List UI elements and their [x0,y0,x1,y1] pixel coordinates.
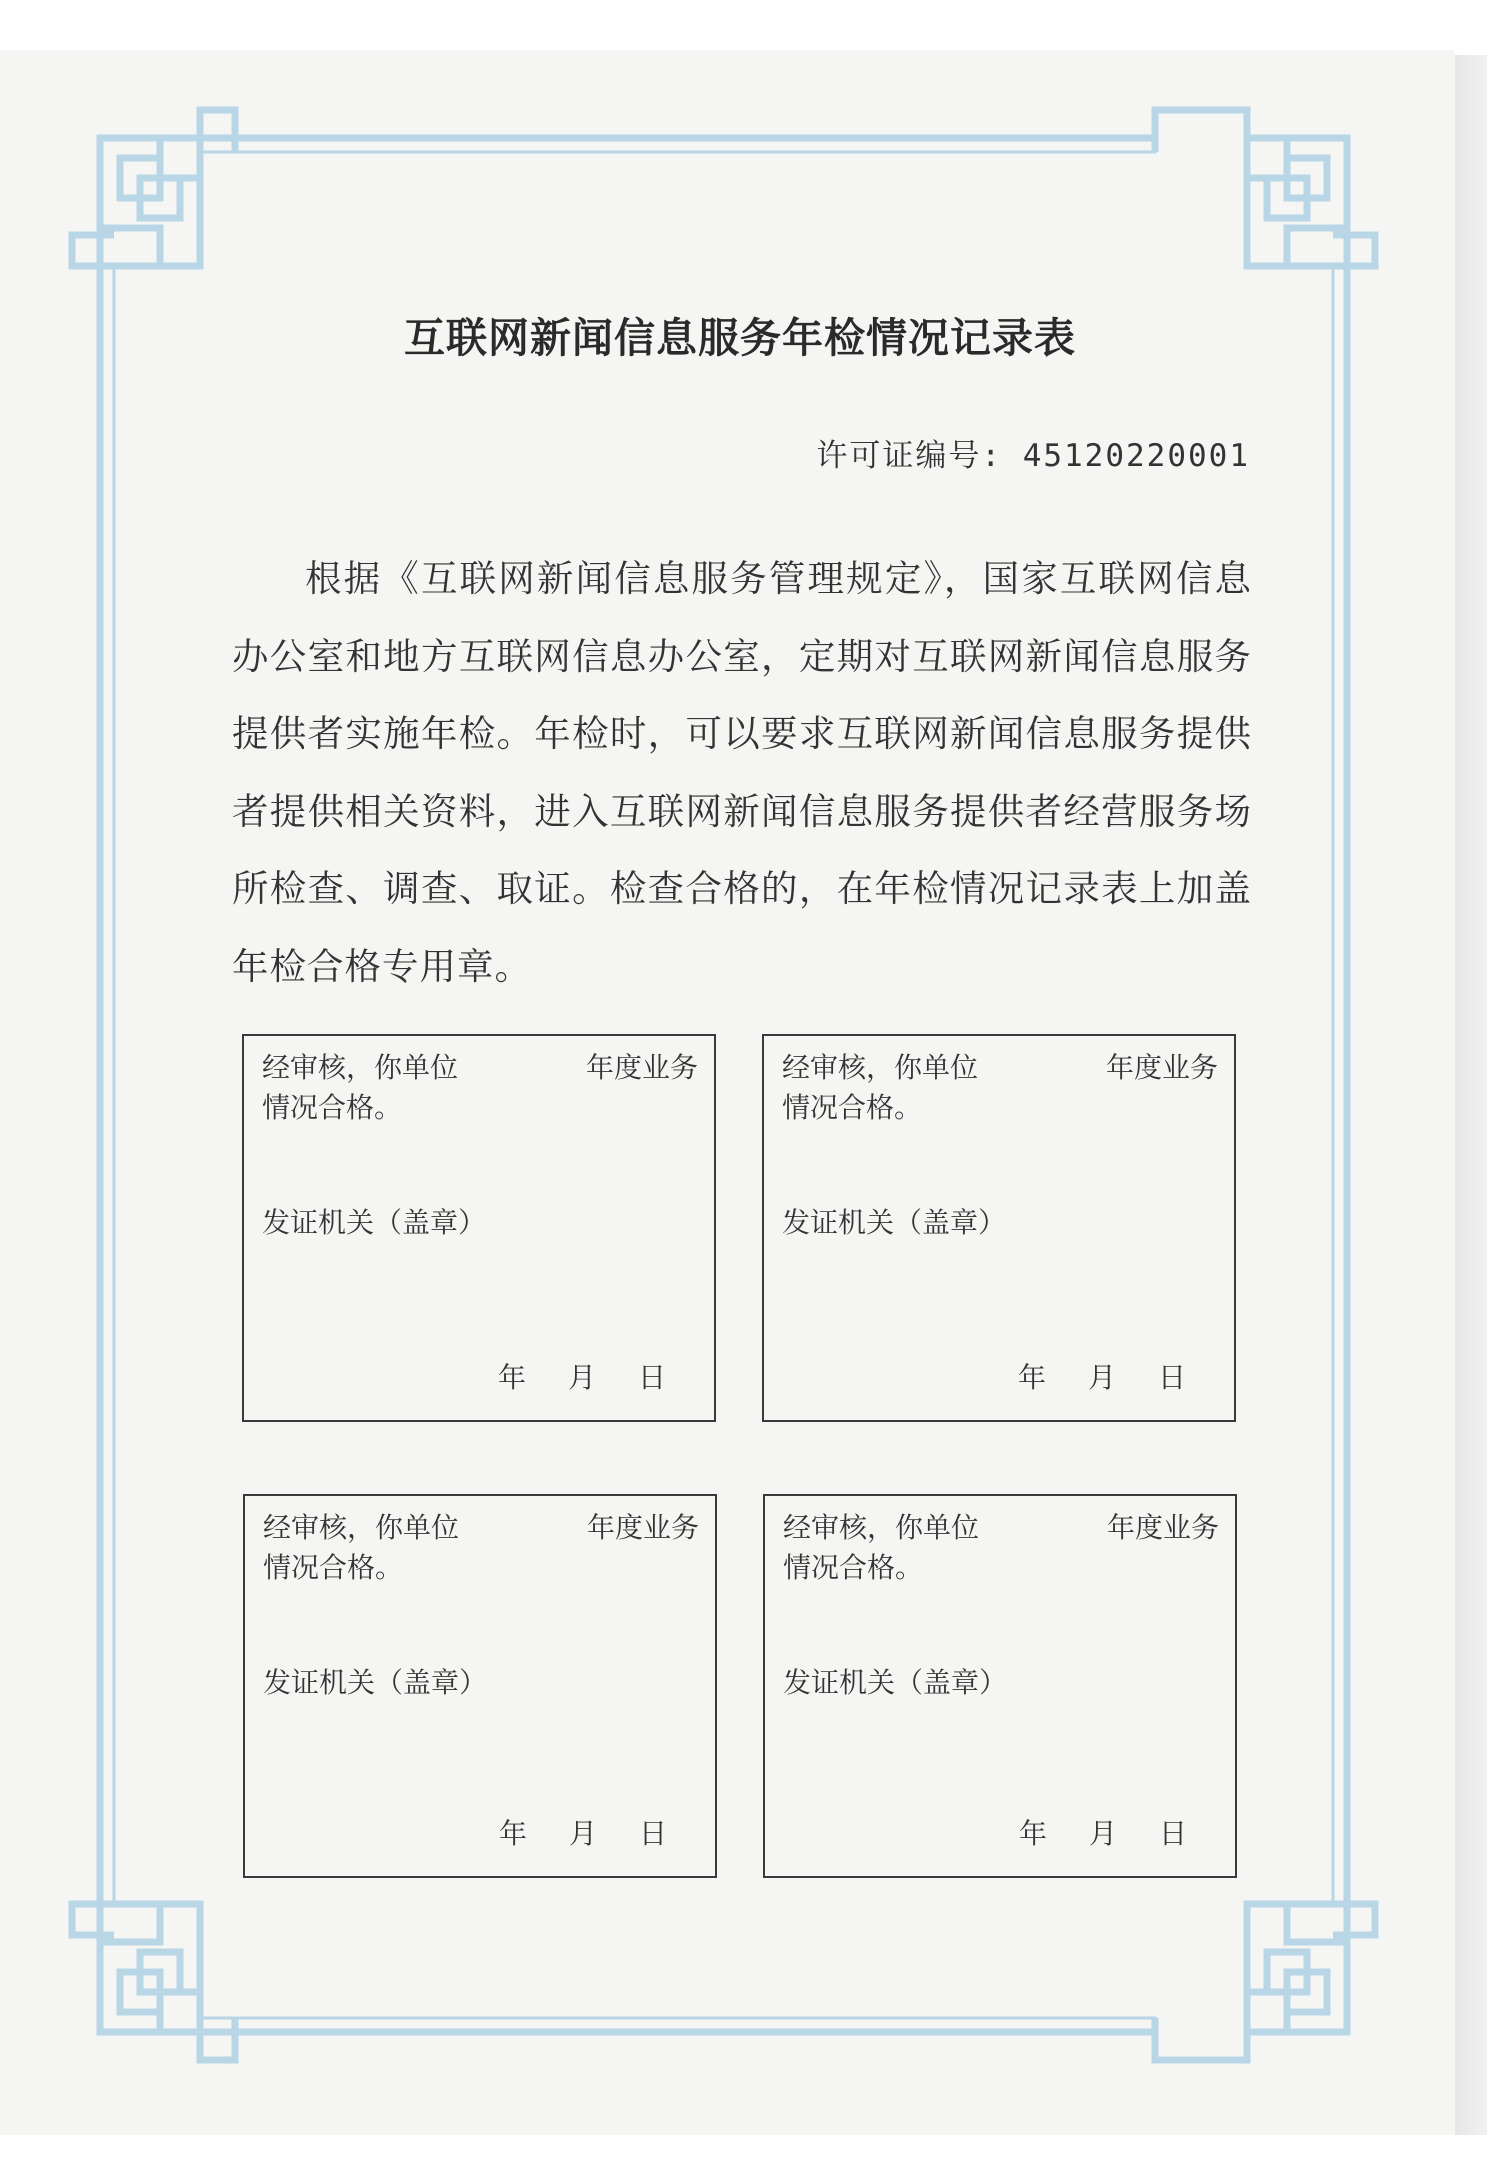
qualified-text: 情况合格。 [782,1091,923,1124]
year-label: 年 [1018,1817,1047,1850]
approval-text: 经审核，你单位 [263,1511,460,1544]
year-label: 年 [497,1361,526,1394]
qualified-text: 情况合格。 [783,1551,924,1584]
approval-text: 经审核，你单位 [783,1511,980,1544]
month-label: 月 [1087,1361,1116,1394]
approval-line [783,1506,1219,1546]
issuing-authority-seal-label: 发证机关（盖章） [783,1666,1008,1699]
approval-text: 经审核，你单位 [262,1051,459,1084]
qualified-text: 情况合格。 [263,1551,404,1584]
approval-text: 经审核，你单位 [782,1051,979,1084]
day-label: 日 [638,1817,667,1850]
regulation-paragraph: 根据《互联网新闻信息服务管理规定》，国家互联网信息办公室和地方互联网信息办公室，定期对互联网新闻信息服务提供者实施年检。年检时，可以要求互联网新闻信息服务提供者提供相关资料，进入互联网新闻信息服务提供者经营服务场所检查、调查、取证。检查合格的，在年检情况记录表上加盖年检合格专用章。 [232,557,1252,988]
month-label: 月 [567,1361,596,1394]
annual-business-text: 年度业务 [1105,1051,1218,1084]
annual-business-text: 年度业务 [586,1511,699,1544]
document-title: 互联网新闻信息服务年检情况记录表 [404,314,1076,362]
month-label: 月 [568,1817,597,1850]
day-label: 日 [1157,1361,1186,1394]
date-line [499,1812,667,1852]
license-number: 45120220001 [1022,438,1250,474]
year-label: 年 [498,1817,527,1850]
qualified-text: 情况合格。 [262,1091,403,1124]
license-label: 许可证编号: [816,438,1003,474]
corner-ornament-bottom-right [1155,1904,1375,2060]
approval-line [263,1506,699,1546]
issuing-authority-seal-label: 发证机关（盖章） [263,1666,488,1699]
inspection-record-box-4 [763,1494,1237,1878]
annual-business-text: 年度业务 [585,1051,698,1084]
day-label: 日 [1158,1817,1187,1850]
inspection-record-box-1 [242,1034,716,1422]
inspection-record-box-3 [243,1494,717,1878]
approval-line [262,1046,698,1086]
inspection-record-box-2 [762,1034,1236,1422]
corner-ornament-bottom-left [72,1904,235,2060]
issuing-authority-seal-label: 发证机关（盖章） [782,1206,1007,1239]
approval-line [782,1046,1218,1086]
date-line [1018,1356,1186,1396]
date-line [1019,1812,1187,1852]
license-number-line [790,430,1250,475]
year-label: 年 [1017,1361,1046,1394]
date-line [498,1356,666,1396]
corner-ornament-top-right [1155,110,1375,266]
issuing-authority-seal-label: 发证机关（盖章） [262,1206,487,1239]
month-label: 月 [1088,1817,1117,1850]
day-label: 日 [637,1361,666,1394]
corner-ornament-top-left [72,110,235,266]
annual-business-text: 年度业务 [1106,1511,1219,1544]
